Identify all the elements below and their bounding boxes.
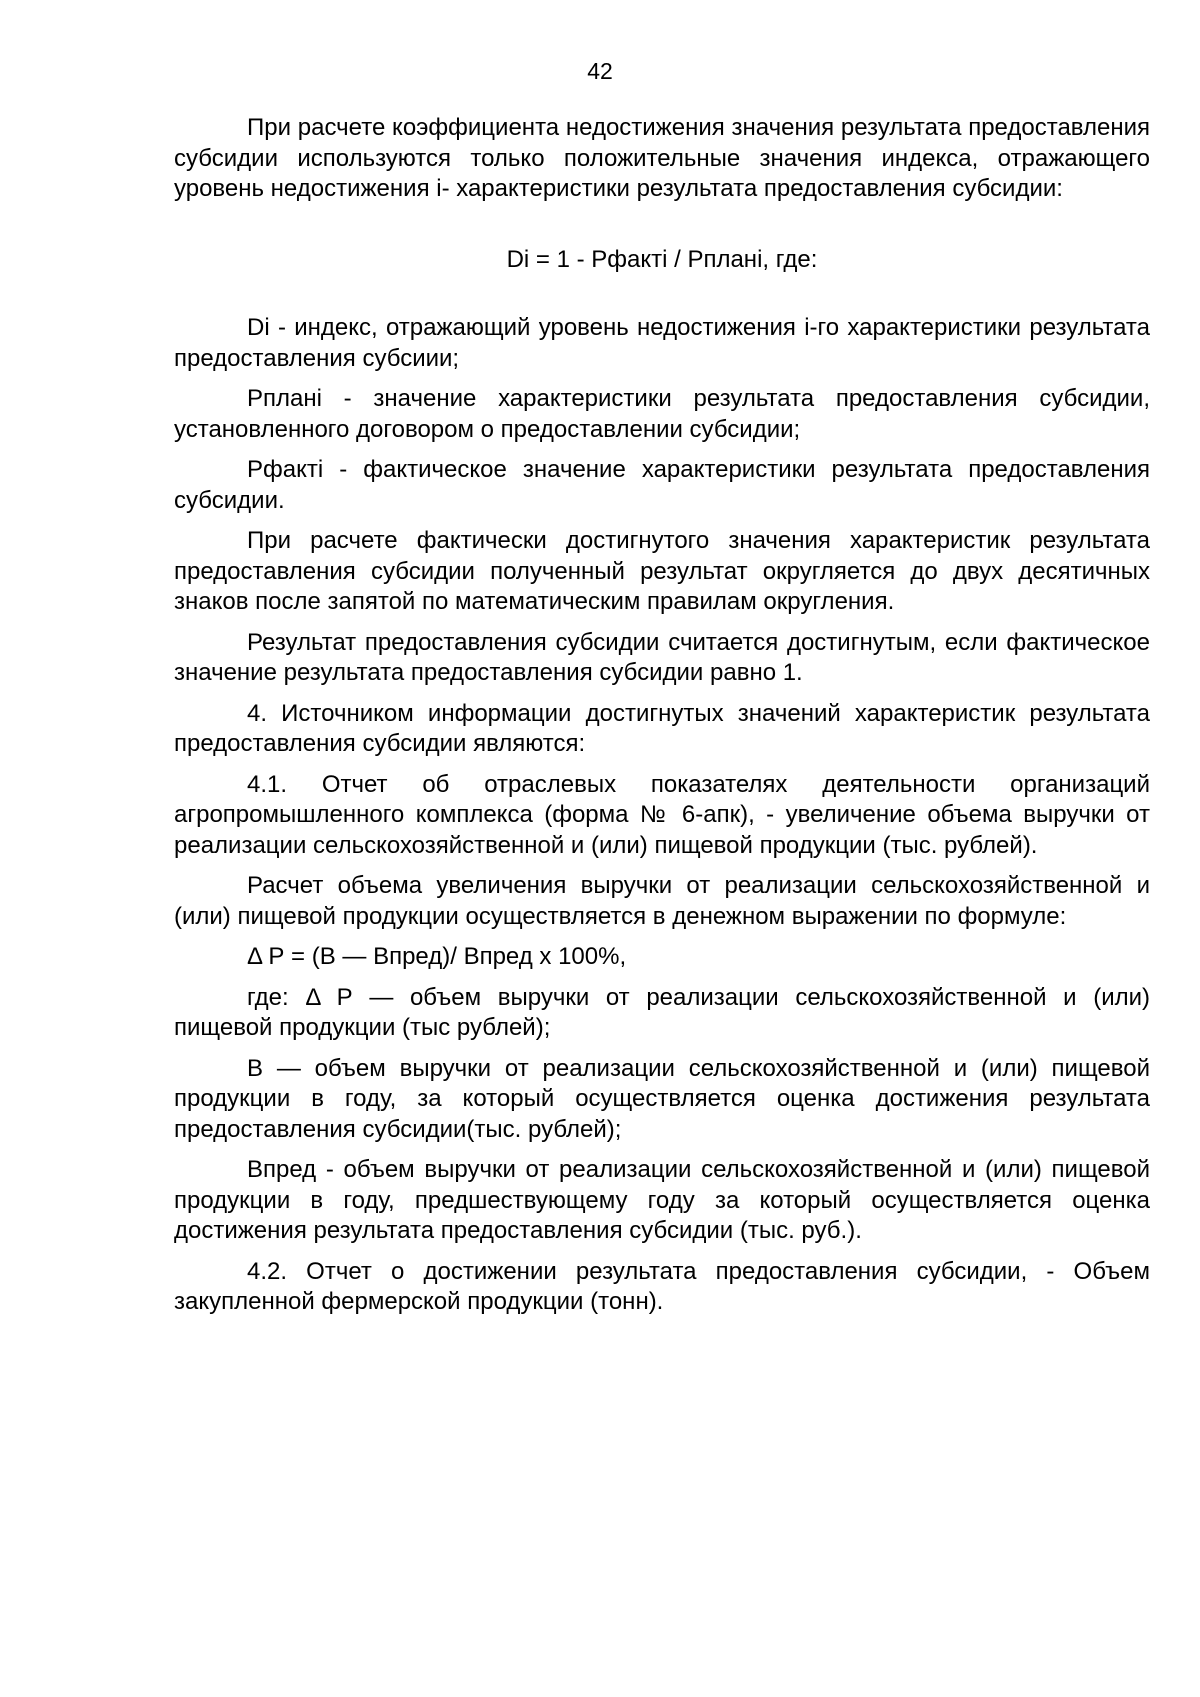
definition-di: Di - индекс, отражающий уровень недостижения i-го характеристики результата предоставления субсиии; [174, 314, 1150, 372]
document-body [174, 113, 1150, 1328]
definition-delta-p: где: Δ Р — объем выручки от реализации сельскохозяйственной и (или) пищевой продукции (тыс рублей); [174, 983, 1150, 1041]
section-4-sources: 4. Источником информации достигнутых значений характеристик результата предоставления субсидии являются: [174, 699, 1150, 757]
formula-delta-p: Δ Р = (В — Впред)/ Впред х 100%, [247, 943, 627, 970]
section-4-2-report: 4.2. Отчет о достижении результата предоставления субсидии, - Объем закупленной фермерской продукции (тонн). [174, 1257, 1150, 1315]
definition-b: В — объем выручки от реализации сельскохозяйственной и (или) пищевой продукции в году, за который осуществляется оценка достижения результата предоставления субсидии(тыс. рублей); [174, 1054, 1150, 1143]
paragraph-rounding: При расчете фактически достигнутого значения характеристик результата предоставления субсидии полученный результат округляется до двух десятичных знаков после запятой по математическим правилам округления. [174, 527, 1150, 615]
paragraph-result-achieved: Результат предоставления субсидии считается достигнутым, если фактическое значение результата предоставления субсидии равно 1. [174, 628, 1150, 686]
definition-p-plan: Pпланi - значение характеристики результата предоставления субсидии, установленного договором о предоставлении субсидии; [174, 385, 1150, 443]
paragraph-revenue-calculation: Расчет объема увеличения выручки от реализации сельскохозяйственной и (или) пищевой продукции осуществляется в денежном выражении по формуле: [174, 872, 1150, 930]
formula-di: Di = 1 - Pфактi / Pпланi, где: [506, 245, 818, 273]
page-number: 42 [587, 58, 613, 84]
paragraph-coefficient-intro: При расчете коэффициента недостижения значения результата предоставления субсидии используются только положительные значения индекса, отражающего уровень недостижения i- характеристики результата предоставления субсидии: [174, 114, 1150, 202]
definition-p-fact: Pфактi - фактическое значение характеристики результата предоставления субсидии. [174, 456, 1150, 514]
section-4-1-report: 4.1. Отчет об отраслевых показателях деятельности организаций агропромышленного комплекса (форма № 6-апк), - увеличение объема выручки от реализации сельскохозяйственной и (или) пищевой продукции (тыс. рублей). [174, 770, 1150, 859]
definition-b-prev: Впред - объем выручки от реализации сельскохозяйственной и (или) пищевой продукции в году, предшествующему году за который осуществляется оценка достижения результата предоставления субсидии (тыс. руб.). [174, 1156, 1150, 1244]
